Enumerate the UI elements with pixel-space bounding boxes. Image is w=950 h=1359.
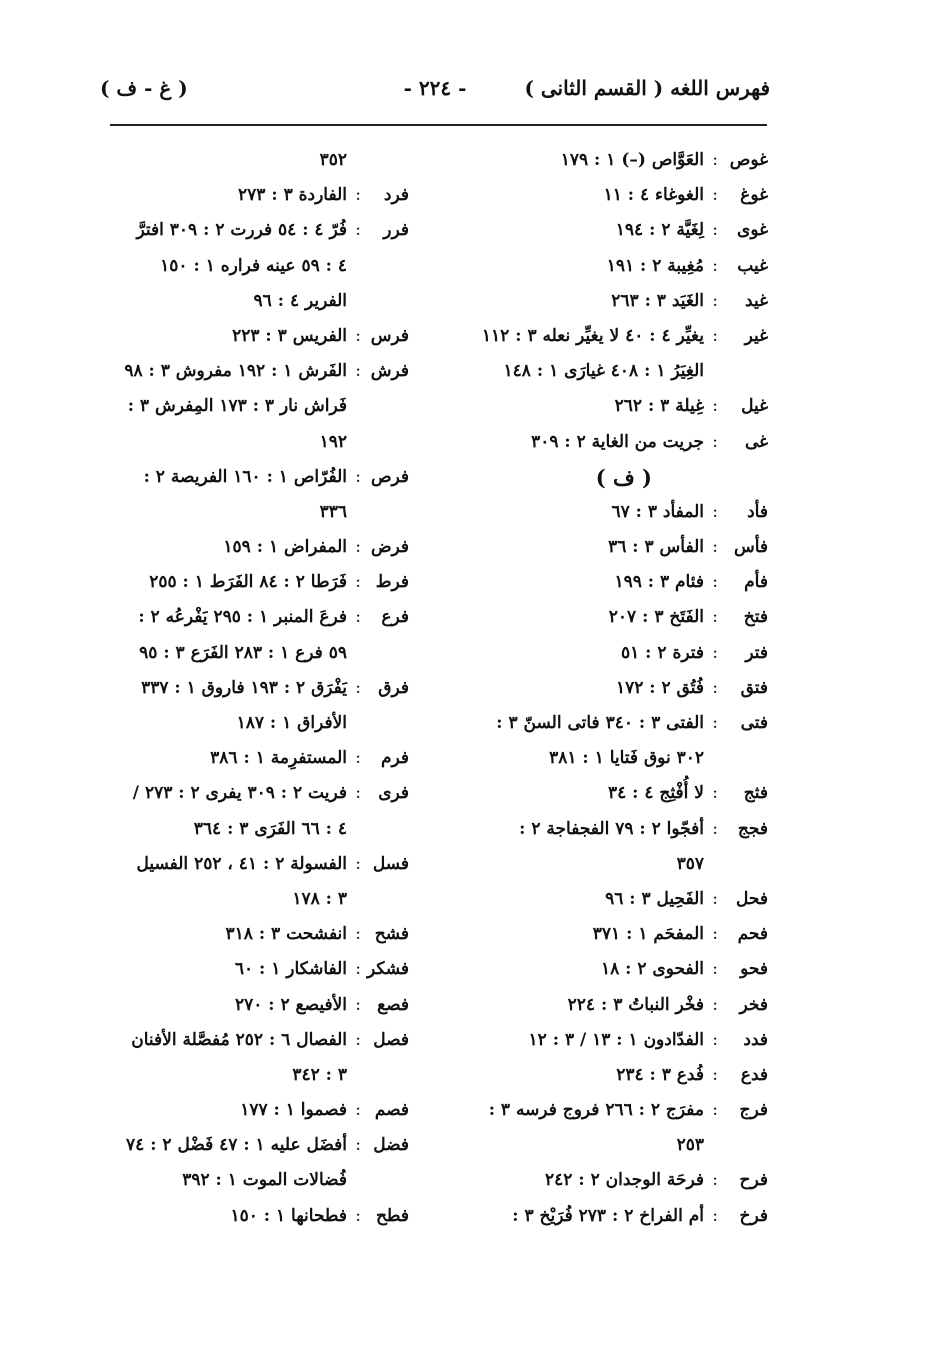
- entry-separator: :: [712, 1170, 718, 1191]
- entry-root: فأد: [747, 501, 768, 522]
- entry-text: الفأس ٣ : ٣٦: [608, 537, 704, 558]
- entry-separator: :: [355, 220, 361, 241]
- entry-separator: :: [712, 537, 718, 558]
- entry-root: غوغ: [740, 185, 768, 206]
- entry-root: فرخ: [739, 1205, 768, 1226]
- entry-text: فُدع ٣ : ٢٣٤: [616, 1064, 704, 1085]
- index-entry: [470, 425, 770, 460]
- entry-text: ٤ : ٥٩ عينه فراره ١ : ١٥٠: [160, 255, 347, 276]
- entry-text: انفشحت ٣ : ٣١٨: [225, 924, 347, 945]
- index-entry: [470, 284, 770, 319]
- index-title: فهرس اللغه ( القسم الثانى ): [524, 76, 770, 100]
- entry-root: فدع: [740, 1064, 768, 1085]
- index-entry: [108, 530, 413, 565]
- entry-separator: :: [355, 185, 361, 206]
- entry-separator: :: [712, 994, 718, 1015]
- entry-text: الفحوى ٢ : ١٨: [600, 959, 704, 980]
- header-rule: [110, 124, 767, 126]
- entry-root: فتى: [740, 713, 768, 733]
- entry-root: فصع: [377, 994, 409, 1015]
- entry-text: فطحانها ١ : ١٥٠: [230, 1205, 347, 1226]
- index-entry: [470, 600, 770, 635]
- entry-separator: :: [712, 150, 718, 170]
- entry-separator: :: [712, 818, 718, 839]
- entry-root: فرش: [370, 361, 409, 382]
- entry-separator: :: [712, 255, 718, 276]
- index-entry-continuation: [108, 495, 413, 530]
- index-entry: [108, 178, 413, 213]
- entry-separator: :: [712, 396, 718, 417]
- index-entry: [108, 460, 413, 495]
- index-entry: [470, 178, 770, 213]
- index-entry: [470, 143, 770, 178]
- index-entry: [108, 776, 413, 811]
- entry-root: غوص: [729, 150, 768, 170]
- section-heading: [470, 460, 770, 495]
- entry-text: ٣٥٧: [676, 853, 704, 874]
- entry-text: الغوغاء ٤ : ١١: [603, 185, 704, 206]
- index-entry-continuation: [108, 882, 413, 917]
- index-entry: [470, 1093, 770, 1128]
- index-entry-continuation: [108, 1163, 413, 1198]
- entry-text: أفجّوا ٢ : ٧٩ الفجفاجة ٢ :: [519, 818, 704, 839]
- index-entry: [470, 249, 770, 284]
- entry-root: فرض: [370, 537, 409, 558]
- entry-separator: :: [355, 1100, 361, 1121]
- entry-text: الفَتَخ ٣ : ٢٠٧: [608, 607, 704, 628]
- entry-root: غيب: [737, 255, 768, 276]
- entry-text: العَوَّاص (–) ١ : ١٧٩: [560, 150, 704, 170]
- entry-text: لا أُفْثِج ٤ : ٣٤: [607, 783, 704, 804]
- entry-text: لِغَيَّة ٢ : ١٩٤: [615, 220, 704, 241]
- entry-text: فُتُق ٢ : ١٧٢: [615, 677, 704, 698]
- entry-text: الغَيَد ٣ : ٢٦٣: [611, 290, 704, 311]
- index-entry: [108, 847, 413, 882]
- index-entry: [108, 213, 413, 248]
- entry-text: فئام ٣ : ١٩٩: [614, 572, 704, 593]
- index-entry: [470, 213, 770, 248]
- entry-text: الفاشكار ١ : ٦٠: [234, 959, 347, 980]
- index-entry: [108, 952, 413, 987]
- right-column: [470, 143, 770, 1234]
- entry-text: المستفرِمة ١ : ٣٨٦: [210, 748, 347, 769]
- entry-text: فترة ٢ : ٥١: [621, 642, 704, 663]
- entry-separator: :: [355, 677, 361, 698]
- index-entry-continuation: [108, 812, 413, 847]
- entry-text: ١٩٢: [319, 431, 347, 452]
- entry-separator: :: [712, 1064, 718, 1085]
- entry-separator: :: [355, 1205, 361, 1226]
- entry-text: الفَحِيل ٣ : ٩٦: [605, 888, 704, 909]
- entry-text: فَرَطا ٢ : ٨٤ الفَرَط ١ : ٢٥٥: [149, 572, 347, 593]
- index-entry: [108, 319, 413, 354]
- entry-separator: :: [712, 677, 718, 698]
- entry-text: فريت ٢ : ٣٠٩ يفرى ٢ : ٢٧٣ /: [132, 783, 347, 804]
- entry-text: فخْر النباتُ ٣ : ٢٢٤: [567, 994, 704, 1015]
- entry-text: فَراش نار ٣ : ١٧٣ المِفرش ٣ :: [127, 396, 347, 417]
- entry-text: ٣٠٢ نوق فَتايا ١ : ٣٨١: [549, 748, 704, 769]
- entry-text: ٤ : ٦٦ الفَرَى ٣ : ٣٦٤: [193, 818, 347, 839]
- entry-root: فدد: [743, 1029, 768, 1050]
- entry-separator: :: [355, 325, 361, 346]
- entry-text: المفراض ١ : ١٥٩: [223, 537, 347, 558]
- index-entry: [108, 988, 413, 1023]
- index-entry-continuation: [108, 249, 413, 284]
- index-entry-continuation: [108, 706, 413, 741]
- index-entry: [470, 988, 770, 1023]
- entry-root: فرع: [381, 607, 409, 628]
- entry-text: يَفْرَق ٢ : ١٩٣ فاروق ١ : ٣٣٧: [141, 677, 347, 698]
- entry-text: الفدّادون ١ : ١٣ / ٣ : ١٢: [528, 1029, 704, 1050]
- entry-root: فشح: [374, 924, 409, 945]
- index-entry-continuation: [108, 389, 413, 424]
- entry-separator: :: [712, 924, 718, 945]
- entry-root: فثج: [743, 783, 768, 804]
- index-entry: [108, 917, 413, 952]
- entry-text: ٣ : ١٧٨: [292, 888, 347, 909]
- index-entry-continuation: [108, 425, 413, 460]
- index-entry: [470, 636, 770, 671]
- left-column: [108, 143, 413, 1234]
- entry-separator: :: [355, 537, 361, 558]
- entry-separator: :: [355, 783, 361, 804]
- index-entry: [470, 776, 770, 811]
- index-entry-continuation: [108, 1058, 413, 1093]
- entry-root: فحل: [736, 888, 768, 909]
- entry-separator: :: [712, 713, 718, 733]
- entry-separator: :: [355, 853, 361, 874]
- entry-text: مفرَج ٢ : ٢٦٦ فروج فرسه ٣ :: [488, 1100, 704, 1121]
- entry-separator: :: [712, 220, 718, 241]
- entry-separator: :: [355, 994, 361, 1015]
- entry-text: الفرير ٤ : ٩٦: [253, 290, 347, 311]
- entry-text: فُرّ ٤ : ٥٤ فررت ٢ : ٣٠٩ افترَّ: [136, 220, 347, 241]
- index-entry: [108, 741, 413, 776]
- index-entry: [108, 671, 413, 706]
- entry-text: الأفيصع ٢ : ٢٧٠: [234, 994, 347, 1015]
- entry-text: ٣٣٦: [319, 501, 347, 522]
- entry-root: فتخ: [743, 607, 768, 628]
- entry-separator: :: [712, 783, 718, 804]
- entry-root: فسل: [372, 853, 409, 874]
- entry-separator: :: [712, 325, 718, 346]
- entry-separator: :: [712, 607, 718, 628]
- entry-text: الفسولة ٢ : ٤١ ، ٢٥٢ الفسيل: [136, 853, 347, 874]
- index-entry: [470, 1199, 770, 1234]
- entry-root: فرد: [383, 185, 409, 206]
- entry-root: فضل: [373, 1135, 409, 1156]
- entry-root: فرق: [378, 677, 409, 698]
- entry-root: غير: [744, 325, 768, 346]
- entry-separator: :: [355, 748, 361, 769]
- entry-separator: :: [355, 924, 361, 945]
- index-entry: [470, 1163, 770, 1198]
- entry-text: ٣٥٢: [319, 150, 347, 170]
- index-entry: [108, 565, 413, 600]
- index-entry: [470, 319, 770, 354]
- entry-text: غِيلة ٣ : ٢٦٢: [614, 396, 704, 417]
- entry-text: جريت من الغاية ٢ : ٣٠٩: [531, 431, 704, 452]
- entry-text: مُغِيبة ٢ : ١٩١: [606, 255, 704, 276]
- entry-root: غيد: [745, 290, 768, 311]
- entry-root: فرس: [370, 325, 409, 346]
- entry-separator: :: [712, 959, 718, 980]
- index-entry-continuation: [108, 143, 413, 178]
- entry-text: الأفراق ١ : ١٨٧: [236, 713, 347, 733]
- entry-root: فخر: [739, 994, 768, 1015]
- entry-separator: :: [355, 361, 361, 382]
- index-entry: [470, 495, 770, 530]
- entry-separator: :: [355, 1029, 361, 1050]
- letter-range: ( غ - ف ): [100, 76, 188, 100]
- index-entry-continuation: [108, 284, 413, 319]
- index-entry: [470, 530, 770, 565]
- entry-text: الفَرش ١ : ١٩٢ مفروش ٣ : ٩٨: [124, 361, 347, 382]
- index-entry: [470, 1023, 770, 1058]
- entry-root: غيل: [741, 396, 768, 417]
- entry-text: فرعَ المنبر ١ : ٢٩٥ يَفْرعُه ٢ :: [138, 607, 347, 628]
- entry-separator: :: [712, 290, 718, 311]
- index-entry: [470, 706, 770, 741]
- entry-separator: :: [355, 1135, 361, 1156]
- entry-root: غوى: [737, 220, 768, 241]
- entry-separator: :: [712, 431, 718, 452]
- entry-root: فطح: [375, 1205, 409, 1226]
- index-entry: [470, 917, 770, 952]
- entry-root: فأم: [744, 572, 768, 593]
- entry-root: فصم: [374, 1100, 409, 1121]
- running-header: [100, 70, 770, 110]
- entry-root: فرط: [375, 572, 409, 593]
- entry-separator: :: [355, 959, 361, 980]
- entry-separator: :: [712, 185, 718, 206]
- entry-text: الفاردة ٣ : ٢٧٣: [238, 185, 347, 206]
- section-letter: ( ف ): [595, 464, 652, 490]
- entry-separator: :: [712, 501, 718, 522]
- entry-text: فُضالات الموت ١ : ٣٩٢: [182, 1170, 347, 1191]
- entry-root: فتر: [745, 642, 768, 663]
- index-entry: [470, 882, 770, 917]
- entry-separator: :: [355, 466, 361, 487]
- index-entry: [470, 671, 770, 706]
- index-entry: [470, 1058, 770, 1093]
- index-entry: [108, 600, 413, 635]
- entry-text: المفأد ٣ : ٦٧: [611, 501, 704, 522]
- entry-text: ٣ : ٣٤٢: [292, 1064, 347, 1085]
- index-entry: [470, 389, 770, 424]
- entry-root: غى: [744, 431, 768, 452]
- entry-text: ٥٩ فرع ١ : ٢٨٣ الفَرَع ٣ : ٩٥: [139, 642, 347, 663]
- entry-text: الفصال ٦ : ٢٥٢ مُفصَّلة الأفنان: [131, 1029, 347, 1050]
- index-entry: [470, 952, 770, 987]
- index-entry-continuation: [470, 354, 770, 389]
- entry-text: أم الفراخ ٢ : ٢٧٣ فُرَيْخ ٣ :: [512, 1205, 704, 1226]
- index-entry: [108, 1199, 413, 1234]
- entry-separator: :: [712, 1100, 718, 1121]
- entry-text: أفضَل عليه ١ : ٤٧ فَضْل ٢ : ٧٤: [126, 1135, 347, 1156]
- index-entry-continuation: [470, 847, 770, 882]
- entry-root: فأس: [733, 537, 768, 558]
- entry-root: فصل: [373, 1029, 409, 1050]
- entry-root: فرى: [378, 783, 409, 804]
- entry-separator: :: [712, 888, 718, 909]
- entry-separator: :: [712, 1205, 718, 1226]
- entry-separator: :: [712, 1029, 718, 1050]
- entry-text: الفُرّاص ١ : ١٦٠ الفريصة ٢ :: [143, 466, 347, 487]
- entry-separator: :: [712, 642, 718, 663]
- index-entry: [108, 354, 413, 389]
- index-entry: [108, 1128, 413, 1163]
- index-entry-continuation: [470, 741, 770, 776]
- entry-text: ٢٥٣: [676, 1135, 704, 1156]
- entry-text: فصموا ١ : ١٧٧: [240, 1100, 347, 1121]
- entry-separator: :: [355, 607, 361, 628]
- entry-root: فحو: [740, 959, 768, 980]
- page-number: - ٢٢٤ -: [403, 76, 467, 100]
- entry-text: يغيِّر ٤ : ٤٠ لا يغيِّر نعله ٣ : ١١٢: [481, 325, 704, 346]
- index-entry: [108, 1093, 413, 1128]
- index-entry-continuation: [108, 636, 413, 671]
- index-entry: [108, 1023, 413, 1058]
- entry-text: الفتى ٣ : ٣٤٠ فاتى السنّ ٣ :: [496, 713, 704, 733]
- entry-root: فتق: [740, 677, 768, 698]
- index-entry-continuation: [470, 1128, 770, 1163]
- entry-root: فجج: [737, 818, 768, 839]
- entry-separator: :: [712, 572, 718, 593]
- entry-root: فرر: [383, 220, 409, 241]
- entry-root: فرص: [370, 466, 409, 487]
- entry-root: فشكر: [366, 959, 409, 980]
- entry-text: الغِيَرُ ١ : ٤٠٨ غيارَى ١ : ١٤٨: [503, 361, 704, 382]
- entry-root: فرج: [739, 1100, 768, 1121]
- entry-text: فرحَة الوجدان ٢ : ٢٤٢: [545, 1170, 704, 1191]
- index-entry: [470, 565, 770, 600]
- index-entry: [470, 812, 770, 847]
- entry-root: فرم: [380, 748, 409, 769]
- entry-separator: :: [355, 572, 361, 593]
- entry-root: فحم: [737, 924, 768, 945]
- entry-root: فرح: [739, 1170, 768, 1191]
- entry-text: الفريس ٣ : ٢٢٣: [232, 325, 347, 346]
- entry-text: المفحَم ١ : ٣٧١: [592, 924, 704, 945]
